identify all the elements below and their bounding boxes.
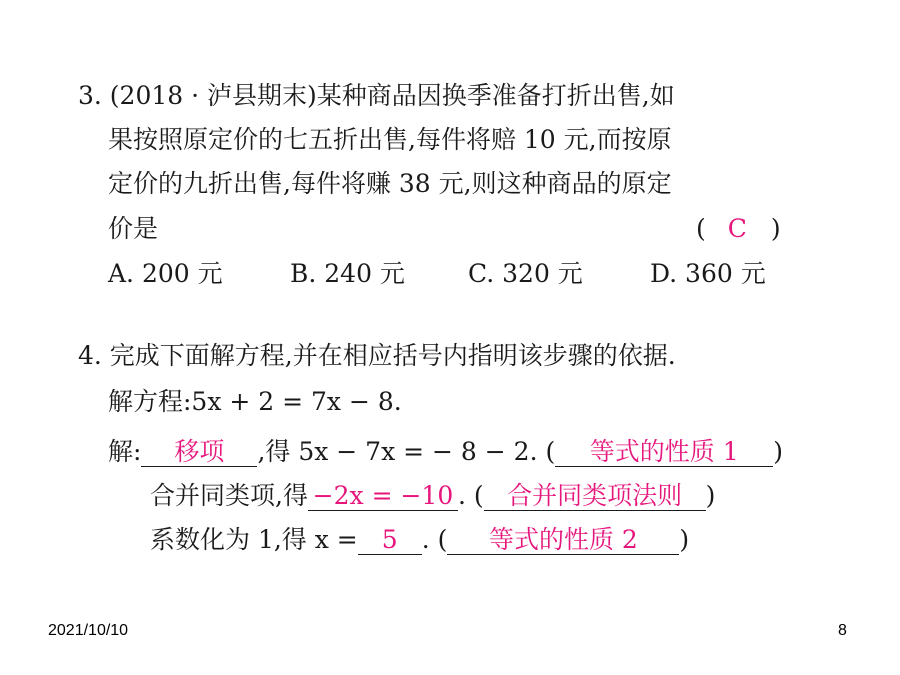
step2-answer-blank — [308, 482, 458, 511]
q3-option-b: B. 240 元 — [290, 259, 405, 288]
page-number: 8 — [838, 622, 847, 639]
step1-reason: 等式的性质 1 — [589, 437, 739, 466]
step1-close: ) — [773, 437, 783, 466]
step2-reason-blank — [484, 482, 706, 511]
q3-line-1: 3. (2018 · 泸县期末)某种商品因换季准备打折出售,如 — [78, 81, 675, 110]
step1-answer-blank — [141, 438, 257, 467]
step1-reason-blank — [555, 438, 773, 467]
step2-reason: 合并同类项法则 — [507, 481, 683, 510]
step1-answer: 移项 — [174, 437, 225, 466]
q3-line-2: 果按照原定价的七五折出售,每件将赔 10 元,而按原 — [108, 125, 672, 154]
q3-option-d: D. 360 元 — [650, 259, 766, 288]
step3-prefix: 系数化为 1,得 x = — [150, 525, 358, 554]
q3-answer-bracket — [696, 213, 781, 245]
q4-step-1 — [108, 436, 783, 468]
q4-line-1: 4. 完成下面解方程,并在相应括号内指明该步骤的依据. — [78, 341, 676, 370]
q3-answer: C — [727, 214, 747, 243]
step2-answer: −2x = −10 — [312, 481, 454, 510]
step1-prefix: 解: — [108, 437, 142, 466]
step3-answer-blank — [358, 526, 422, 555]
step2-mid: . ( — [457, 481, 484, 510]
step3-mid: . ( — [421, 525, 448, 554]
q3-line-3: 定价的九折出售,每件将赚 38 元,则这种商品的原定 — [108, 169, 672, 198]
q3-line-4: 价是 — [108, 214, 159, 243]
step3-answer: 5 — [381, 525, 398, 554]
q3-paren-open: ( — [696, 214, 706, 243]
footer-date: 2021/10/10 — [48, 622, 129, 639]
step3-close: ) — [679, 525, 690, 554]
step2-prefix: 合并同类项,得 — [150, 481, 308, 510]
step1-mid: ,得 5x − 7x = − 8 − 2. ( — [257, 437, 556, 466]
q4-step-3 — [150, 524, 689, 556]
q3-paren-close: ) — [770, 214, 781, 243]
q4-line-2: 解方程:5x + 2 = 7x − 8. — [108, 387, 402, 416]
q3-option-c: C. 320 元 — [468, 259, 583, 288]
step2-close: ) — [705, 481, 716, 510]
step3-reason: 等式的性质 2 — [488, 525, 638, 554]
q3-option-a: A. 200 元 — [108, 259, 223, 288]
step3-reason-blank — [447, 526, 679, 555]
q4-step-2 — [150, 480, 715, 512]
